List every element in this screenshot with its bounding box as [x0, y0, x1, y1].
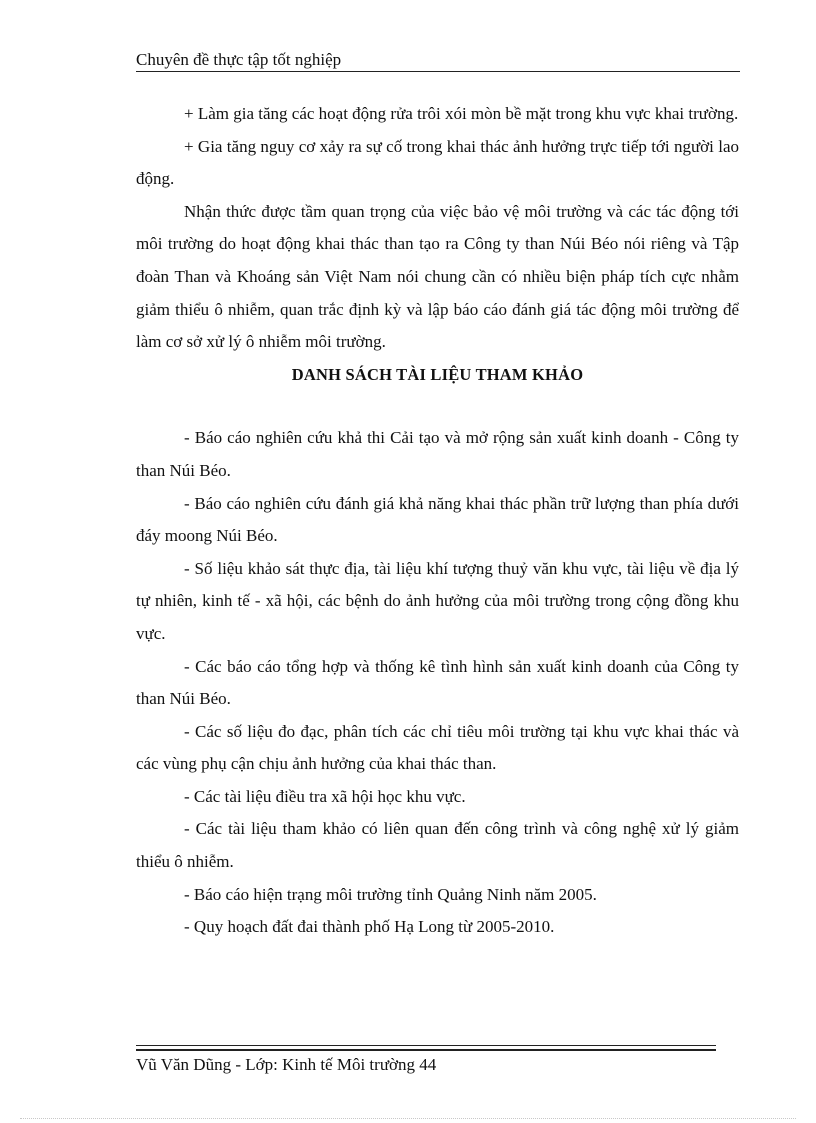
footer-rule — [136, 1045, 716, 1046]
reference-item: - Số liệu khảo sát thực địa, tài liệu khí tượng thuỷ văn khu vực, tài liệu về địa lý tự nhiên, kinh tế - xã hội, các bệnh do ảnh hưởng của môi trường trong cộng đồng khu vực. — [136, 558, 739, 643]
reference-item: - Quy hoạch đất đai thành phố Hạ Long từ 2005-2010. — [184, 917, 555, 937]
page-body — [136, 98, 739, 944]
page-edge-divider — [20, 1118, 796, 1119]
reference-item: - Các tài liệu tham khảo có liên quan đến công trình và công nghệ xử lý giảm thiểu ô nhiễm. — [136, 819, 739, 872]
reference-item: - Báo cáo nghiên cứu đánh giá khả năng khai thác phần trữ lượng than phía dưới đáy moong Núi Béo. — [136, 493, 739, 546]
references-heading: DANH SÁCH TÀI LIỆU THAM KHẢO — [291, 364, 584, 384]
body-paragraph: + Làm gia tăng các hoạt động rửa trôi xói mòn bề mặt trong khu vực khai trường. — [184, 104, 739, 123]
header-rule — [136, 71, 740, 72]
reference-item: - Báo cáo hiện trạng môi trường tỉnh Quảng Ninh năm 2005. — [184, 884, 597, 904]
reference-item: - Các báo cáo tổng hợp và thống kê tình hình sản xuất kinh doanh của Công ty than Núi Béo. — [136, 656, 739, 709]
body-paragraph: + Gia tăng nguy cơ xảy ra sự cố trong khai thác ảnh hưởng trực tiếp tới người lao động. — [136, 136, 739, 189]
reference-item: - Các tài liệu điều tra xã hội học khu vực. — [184, 786, 466, 806]
page-footer: Vũ Văn Dũng - Lớp: Kinh tế Môi trường 44 — [136, 1055, 437, 1074]
footer-rule-thick — [136, 1049, 716, 1051]
page-header: Chuyên đề thực tập tốt nghiệp — [136, 50, 342, 69]
body-paragraph: Nhận thức được tầm quan trọng của việc bảo vệ môi trường và các tác động tới môi trường do hoạt động khai thác than tạo ra Công ty than Núi Béo nói riêng và Tập đoàn Than và Khoáng sản Việt Nam nói chung cần có nhiều biện pháp tích cực nhằm giảm thiểu ô nhiễm, quan trắc định kỳ và lập báo cáo đánh giá tác động môi trường để làm cơ sở xử lý ô nhiễm môi trường. — [136, 201, 739, 352]
reference-item: - Các số liệu đo đạc, phân tích các chỉ tiêu môi trường tại khu vực khai thác và các vùng phụ cận chịu ảnh hưởng của khai thác than. — [136, 721, 739, 774]
reference-item: - Báo cáo nghiên cứu khả thi Cải tạo và mở rộng sản xuất kinh doanh - Công ty than Núi Béo. — [136, 428, 739, 480]
